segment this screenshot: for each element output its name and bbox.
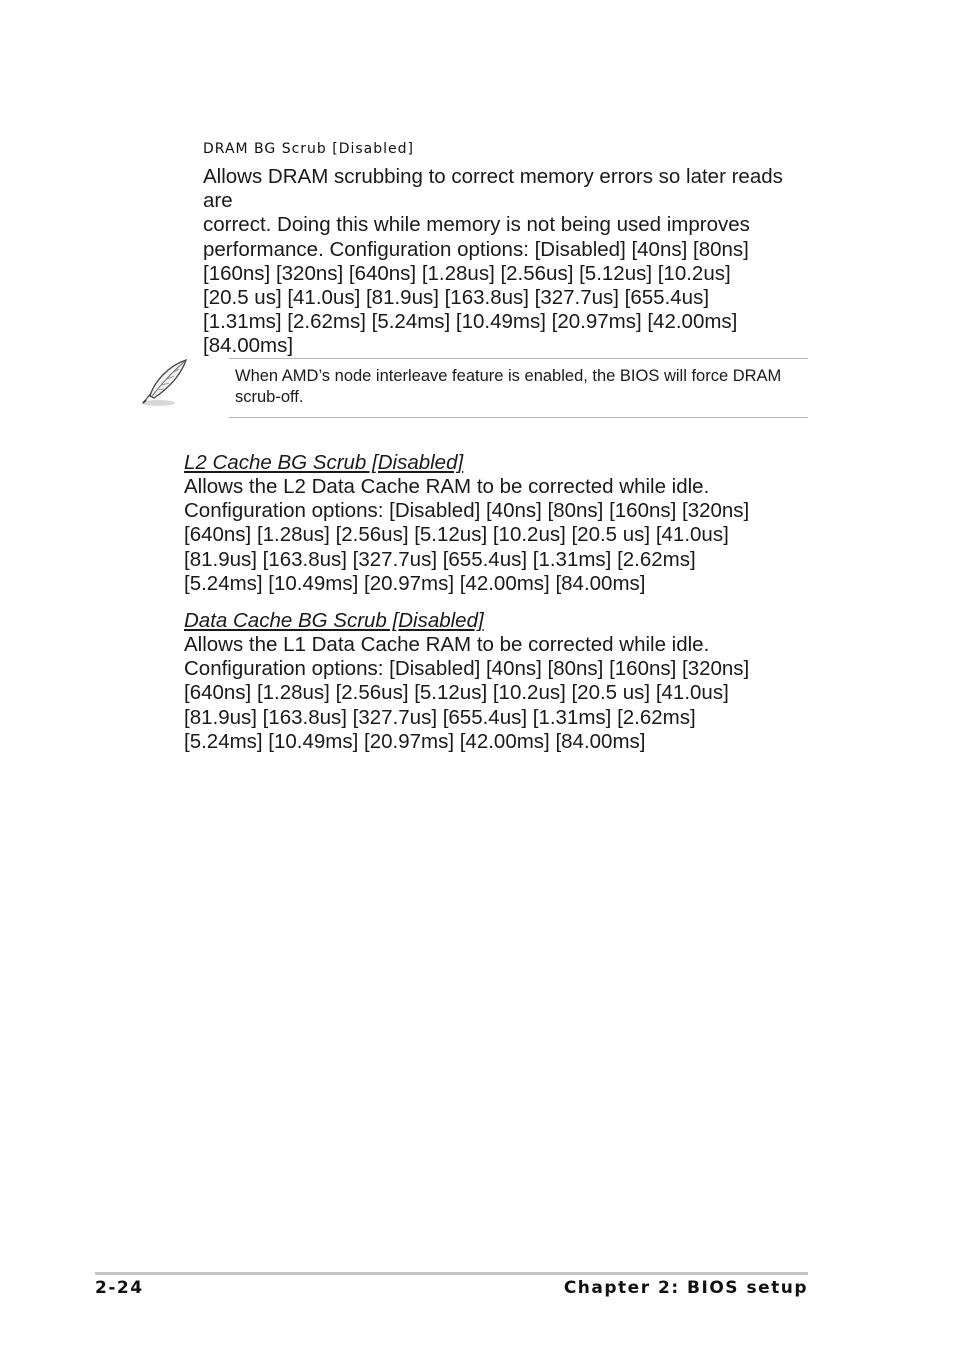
dc-desc-line: Configuration options: [Disabled] [40ns] [80ns] [160ns] [320ns] <box>184 657 750 681</box>
dc-desc-line: [640ns] [1.28us] [2.56us] [5.12us] [10.2us] [20.5 us] [41.0us] <box>184 681 729 705</box>
dram-desc-line: correct. Doing this while memory is not being used improves <box>203 213 750 237</box>
l2-desc-line: Configuration options: [Disabled] [40ns] [80ns] [160ns] [320ns] <box>184 499 750 523</box>
dram-desc-line: [84.00ms] <box>203 334 294 358</box>
data-cache-bg-scrub-description <box>184 633 804 754</box>
note-top-divider <box>229 358 808 359</box>
dram-desc-line: [160ns] [320ns] [640ns] [1.28us] [2.56us] [5.12us] [10.2us] <box>203 261 731 285</box>
footer-divider <box>95 1272 808 1275</box>
l2-desc-line: [81.9us] [163.8us] [327.7us] [655.4us] [1.31ms] [2.62ms] <box>184 547 696 571</box>
dram-desc-line: [1.31ms] [2.62ms] [5.24ms] [10.49ms] [20.97ms] [42.00ms] <box>203 310 738 334</box>
note-bottom-divider <box>229 417 808 418</box>
l2-desc-line: [5.24ms] [10.49ms] [20.97ms] [42.00ms] [84.00ms] <box>184 571 646 595</box>
l2-desc-line: [640ns] [1.28us] [2.56us] [5.12us] [10.2us] [20.5 us] [41.0us] <box>184 523 729 547</box>
dc-desc-line: [5.24ms] [10.49ms] [20.97ms] [42.00ms] [84.00ms] <box>184 729 646 753</box>
note-line: When AMD’s node interleave feature is enabled, the BIOS will force DRAM <box>235 367 782 385</box>
dram-bg-scrub-heading: DRAM BG Scrub [Disabled] <box>203 141 414 157</box>
l2-cache-bg-scrub-heading: L2 Cache BG Scrub [Disabled] <box>184 451 464 474</box>
chapter-title: Chapter 2: BIOS setup <box>563 1278 808 1298</box>
page-number: 2-24 <box>95 1278 144 1298</box>
dram-bg-scrub-description <box>203 165 813 359</box>
l2-cache-bg-scrub-description <box>184 475 804 596</box>
dram-desc-line: [20.5 us] [41.0us] [81.9us] [163.8us] [327.7us] [655.4us] <box>203 286 710 310</box>
dc-desc-line: [81.9us] [163.8us] [327.7us] [655.4us] [1.31ms] [2.62ms] <box>184 705 696 729</box>
dram-desc-line: performance. Configuration options: [Disabled] [40ns] [80ns] <box>203 237 749 261</box>
feather-pen-icon <box>138 356 192 410</box>
dram-desc-line: Allows DRAM scrubbing to correct memory errors so later reads are <box>203 165 783 213</box>
note-line: scrub-off. <box>235 388 304 406</box>
data-cache-bg-scrub-heading: Data Cache BG Scrub [Disabled] <box>184 609 484 632</box>
note-text <box>235 366 815 408</box>
dc-desc-line: Allows the L1 Data Cache RAM to be corrected while idle. <box>184 633 710 656</box>
l2-desc-line: Allows the L2 Data Cache RAM to be corrected while idle. <box>184 475 710 498</box>
